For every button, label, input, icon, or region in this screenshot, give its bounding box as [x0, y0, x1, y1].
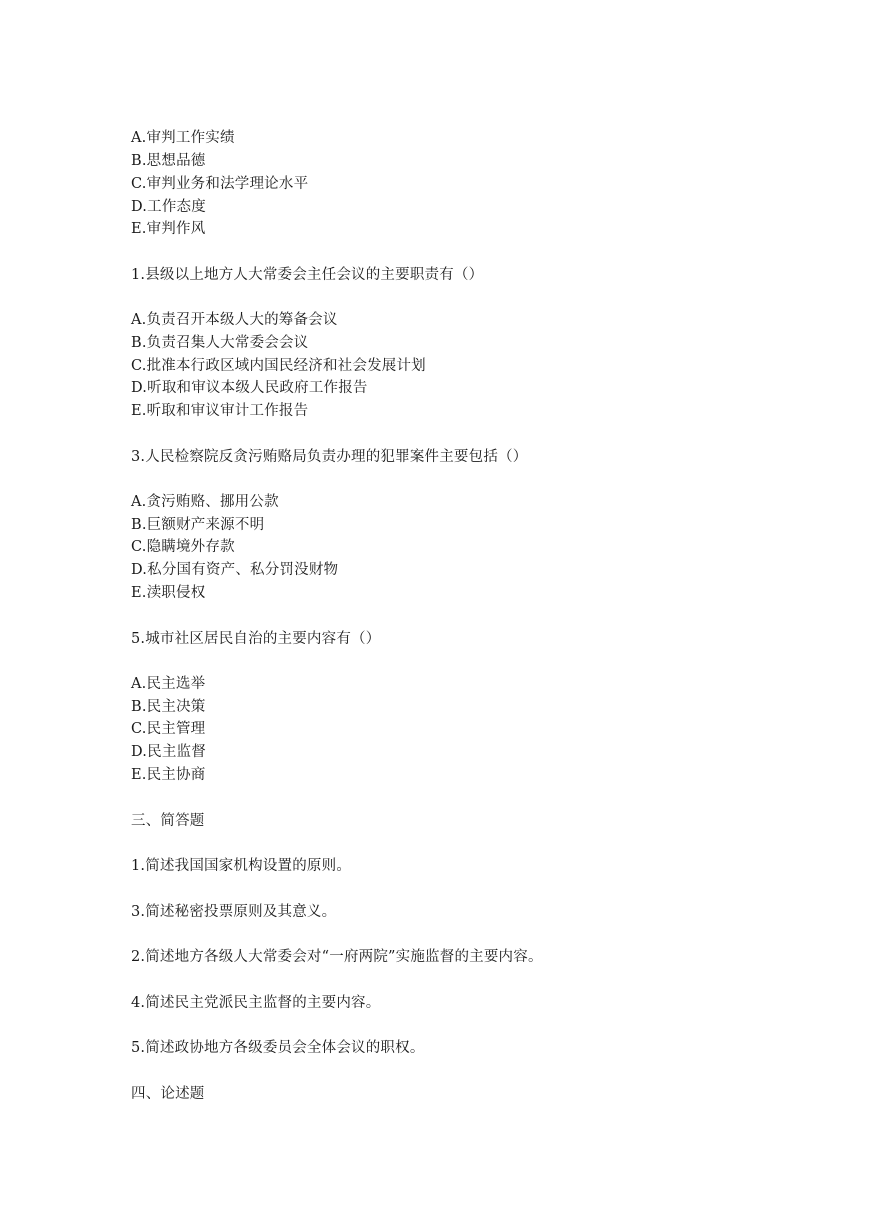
- q3-option-a: A.贪污贿赂、挪用公款: [131, 494, 279, 510]
- question-3: 3.人民检察院反贪污贿赂局负责办理的犯罪案件主要包括（）: [131, 449, 528, 465]
- option-e: E.审判作风: [131, 221, 206, 237]
- q3-option-c: C.隐瞒境外存款: [131, 539, 235, 555]
- short-answer-question-2: 2.简述地方各级人大常委会对“一府两院”实施监督的主要内容。: [131, 949, 543, 965]
- q3-option-d: D.私分国有资产、私分罚没财物: [131, 562, 339, 578]
- option-b: B.思想品德: [131, 153, 206, 169]
- q1-option-c: C.批准本行政区域内国民经济和社会发展计划: [131, 358, 426, 374]
- q3-option-b: B.巨额财产来源不明: [131, 517, 265, 533]
- short-answer-question-1: 1.简述我国国家机构设置的原则。: [131, 858, 352, 874]
- q3-option-e: E.渎职侵权: [131, 585, 206, 601]
- option-d: D.工作态度: [131, 199, 206, 215]
- short-answer-question-3: 3.简述秘密投票原则及其意义。: [131, 904, 337, 920]
- q1-option-a: A.负责召开本级人大的筹备会议: [131, 312, 338, 328]
- q5-option-d: D.民主监督: [131, 744, 206, 760]
- question-5: 5.城市社区居民自治的主要内容有（）: [131, 631, 381, 647]
- q5-option-b: B.民主决策: [131, 699, 206, 715]
- short-answer-question-4: 4.简述民主党派民主监督的主要内容。: [131, 995, 381, 1011]
- q1-option-d: D.听取和审议本级人民政府工作报告: [131, 380, 368, 396]
- section-3-heading: 三、简答题: [131, 813, 205, 829]
- short-answer-question-5: 5.简述政协地方各级委员会全体会议的职权。: [131, 1040, 425, 1056]
- section-4-heading: 四、论述题: [131, 1086, 205, 1102]
- option-c: C.审判业务和法学理论水平: [131, 176, 309, 192]
- question-1: 1.县级以上地方人大常委会主任会议的主要职责有（）: [131, 267, 484, 283]
- q5-option-a: A.民主选举: [131, 676, 206, 692]
- q5-option-c: C.民主管理: [131, 721, 206, 737]
- q5-option-e: E.民主协商: [131, 767, 206, 783]
- q1-option-e: E.听取和审议审计工作报告: [131, 403, 309, 419]
- q1-option-b: B.负责召集人大常委会会议: [131, 335, 309, 351]
- option-a: A.审判工作实绩: [131, 130, 235, 146]
